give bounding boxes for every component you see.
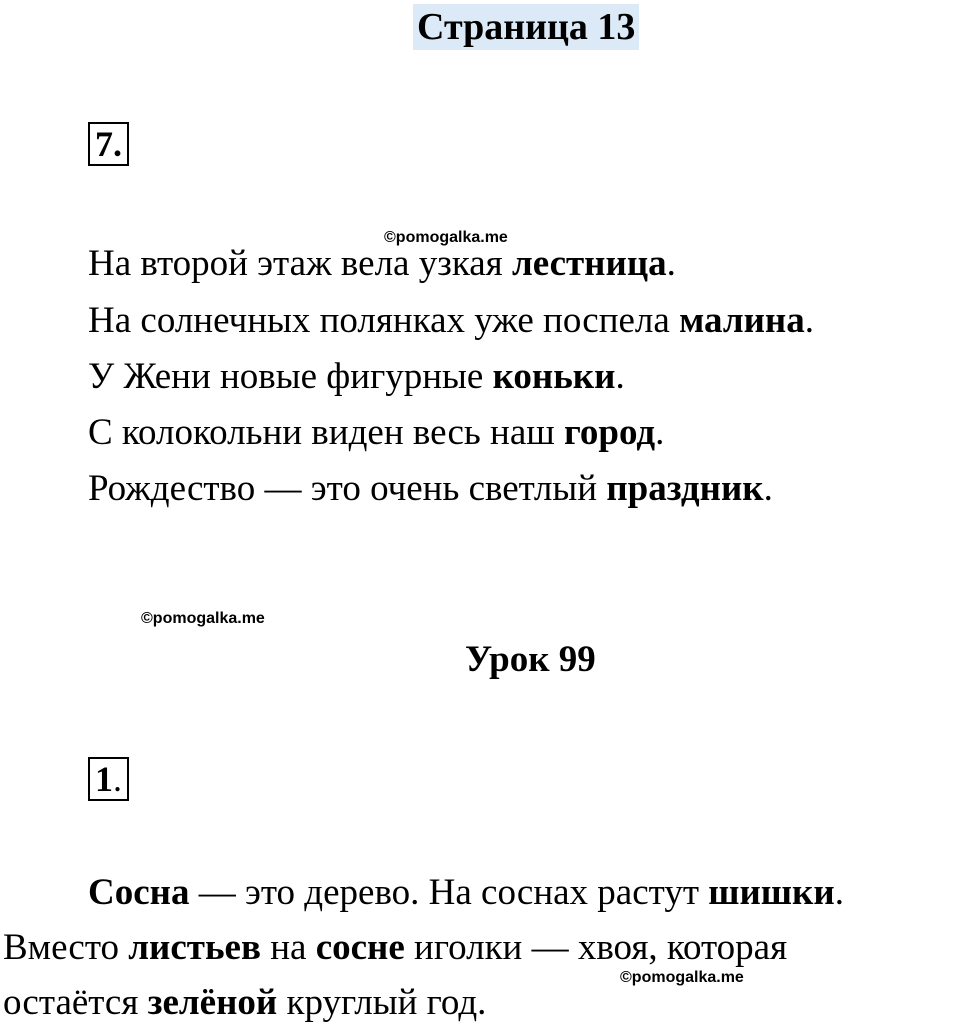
answer-word: город [563,412,656,453]
sentence-text: На второй этаж вела узкая [88,243,512,284]
sentence-text: С колокольни виден весь наш [88,412,564,453]
bold-word: зелёной [147,982,278,1023]
text-fragment: . [834,872,844,913]
answer-word: коньки [492,356,616,397]
task-number-1 [88,757,129,801]
task-number-digit: 1 [95,759,113,799]
task7-sentence-5 [88,467,773,511]
sentence-text: У Жени новые фигурные [88,356,493,397]
watermark: ©pomogalka.me [384,229,508,246]
sentence-end: . [615,356,625,397]
page-title: Страница 13 [413,4,639,50]
answer-word: малина [679,300,805,341]
text-fragment: остаётся [3,982,148,1023]
text-fragment: круглый год. [277,982,487,1023]
task1-paragraph-line-2 [3,926,787,970]
task1-paragraph-line-1 [88,871,844,915]
sentence-end: . [655,412,665,453]
task-number-7: 7. [88,122,129,166]
sentence-text: Рождество — это очень светлый [88,468,607,509]
text-fragment: — это дерево. На соснах растут [189,872,709,913]
lesson-title: Урок 99 [465,639,596,680]
task1-paragraph-line-3 [3,981,486,1025]
bold-word: сосне [315,927,405,968]
text-fragment: Вместо [3,927,129,968]
watermark: ©pomogalka.me [141,610,265,627]
sentence-end: . [804,300,814,341]
task7-sentence-3 [88,355,625,399]
text-fragment: иголки — хвоя, которая [404,927,788,968]
bold-word: листьев [128,927,261,968]
answer-word: праздник [606,468,764,509]
bold-word: шишки [708,872,835,913]
task-number-dot: . [113,759,122,799]
answer-word: лестница [511,243,667,284]
task7-sentence-2 [88,299,814,343]
sentence-end: . [666,243,676,284]
task7-sentence-4 [88,411,664,455]
task7-sentence-1 [88,242,676,286]
sentence-text: На солнечных полянках уже поспела [88,300,680,341]
bold-word: Сосна [88,872,190,913]
text-fragment: на [260,927,316,968]
sentence-end: . [763,468,773,509]
watermark: ©pomogalka.me [620,969,744,986]
